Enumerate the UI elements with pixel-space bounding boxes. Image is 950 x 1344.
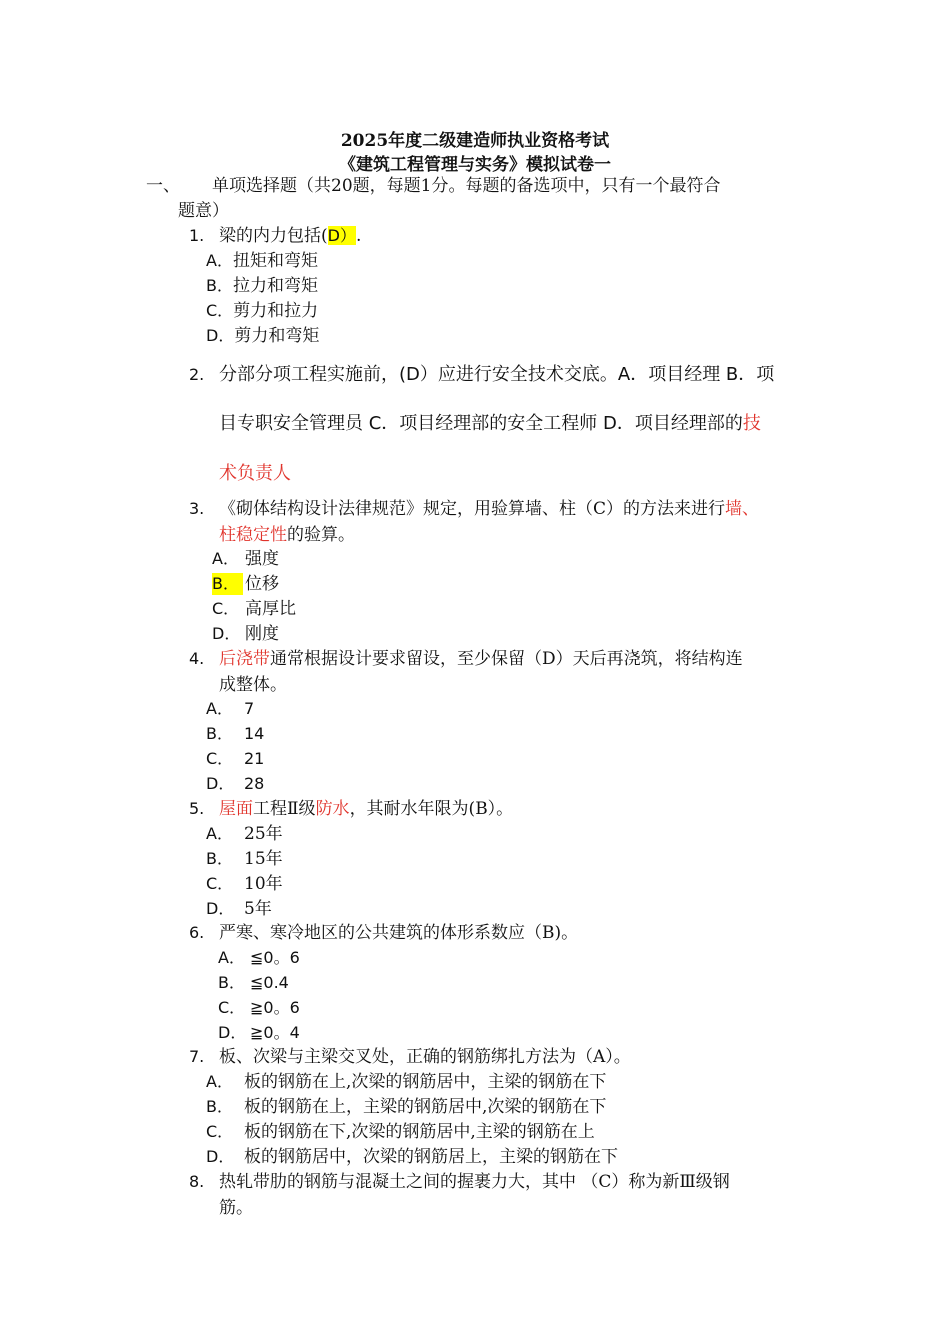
question-stem: 热轧带肋的钢筋与混凝土之间的握裹力大，其中 （C）称为新Ⅲ级钢 — [219, 1172, 730, 1192]
question-3: 3. 《砌体结构设计法律规范》规定，用验算墙、柱（C）的方法来进行墙、 — [189, 499, 760, 519]
option-b: B．拉力和弯矩 — [206, 276, 318, 296]
answer-highlight: B． — [212, 573, 243, 595]
question-8 — [189, 1171, 730, 1193]
question-stem: 梁的内力包括( — [219, 226, 328, 246]
option-c: C． 高厚比 — [212, 599, 296, 619]
question-stem: 通常根据设计要求留设，至少保留（D）天后再浇筑，将结构连 — [270, 649, 743, 669]
question-stem: 分部分项工程实施前，(D）应进行安全技术交底。A．项目经理 B．项 — [219, 364, 775, 385]
question-2 — [189, 364, 774, 386]
option-d: D． ≧0。4 — [218, 1023, 300, 1042]
option-d: D．剪力和弯矩 — [206, 326, 320, 346]
option-a: A． 强度 — [212, 549, 279, 569]
question-number: 5. — [189, 799, 205, 818]
question-number: 4. — [189, 649, 205, 668]
option-c: C． 21 — [206, 749, 265, 768]
option-b: B． 板的钢筋在上，主梁的钢筋居中,次梁的钢筋在下 — [206, 1097, 607, 1117]
question-stem: 严寒、寒冷地区的公共建筑的体形系数应（B)。 — [219, 923, 579, 943]
option-d: D． 28 — [206, 774, 265, 793]
question-number: 1. — [189, 226, 205, 245]
question-2-cont2: 术负责人 — [219, 463, 291, 484]
option-c: C． 板的钢筋在下,次梁的钢筋居中,主梁的钢筋在上 — [206, 1122, 595, 1142]
option-b: B． 14 — [206, 724, 265, 743]
option-c: C． ≧0。6 — [218, 998, 300, 1017]
section-marker: 一、 — [146, 176, 180, 196]
question-stem: 板、次梁与主梁交叉处，正确的钢筋绑扎方法为（A）。 — [219, 1047, 631, 1067]
option-c: C．剪力和拉力 — [206, 301, 319, 321]
option-c: C． 10年 — [206, 874, 283, 894]
question-number: 3. — [189, 499, 205, 518]
question-2-cont: 目专职安全管理员 C．项目经理部的安全工程师 D．项目经理部的技 — [219, 413, 761, 434]
option-d: D． 板的钢筋居中，次梁的钢筋居上，主梁的钢筋在下 — [206, 1147, 618, 1167]
question-8-cont: 筋。 — [219, 1198, 253, 1218]
question-7 — [189, 1046, 631, 1068]
option-a: A． ≦0。6 — [218, 948, 300, 967]
option-a: A． 7 — [206, 699, 255, 718]
question-stem: 《砌体结构设计法律规范》规定，用验算墙、柱（C）的方法来进行 — [219, 499, 726, 519]
answer-highlight: D） — [327, 226, 356, 245]
question-number: 2. — [189, 365, 205, 384]
option-a: A． 25年 — [206, 824, 283, 844]
question-5: 5. 屋面工程Ⅱ级防水，其耐水年限为(B）。 — [189, 799, 514, 819]
option-d: D． 刚度 — [212, 624, 279, 644]
question-4-cont: 成整体。 — [219, 675, 287, 695]
option-b: B． 15年 — [206, 849, 283, 869]
question-number: 6. — [189, 923, 205, 942]
option-a: A．扭矩和弯矩 — [206, 251, 318, 271]
option-b: B． 位移 — [212, 574, 279, 594]
question-6 — [189, 922, 578, 944]
section-heading-cont: 题意） — [178, 201, 229, 221]
exam-subtitle: 《建筑工程管理与实务》模拟试卷一 — [339, 155, 611, 175]
question-1: 1. 梁的内力包括(D）. — [189, 226, 362, 246]
question-4: 4. 后浇带通常根据设计要求留设，至少保留（D）天后再浇筑，将结构连 — [189, 649, 743, 669]
question-3-cont: 柱稳定性的验算。 — [219, 525, 355, 545]
question-number: 7. — [189, 1047, 205, 1066]
section-heading: 单项选择题（共20题，每题1分。每题的备选项中，只有一个最符合 — [212, 176, 721, 196]
question-number: 8. — [189, 1172, 205, 1191]
option-d: D． 5年 — [206, 899, 272, 919]
option-a: A． 板的钢筋在上,次梁的钢筋居中，主梁的钢筋在下 — [206, 1072, 607, 1092]
option-b: B． ≦0.4 — [218, 973, 289, 992]
exam-title: 2025年度二级建造师执业资格考试 — [340, 131, 610, 151]
